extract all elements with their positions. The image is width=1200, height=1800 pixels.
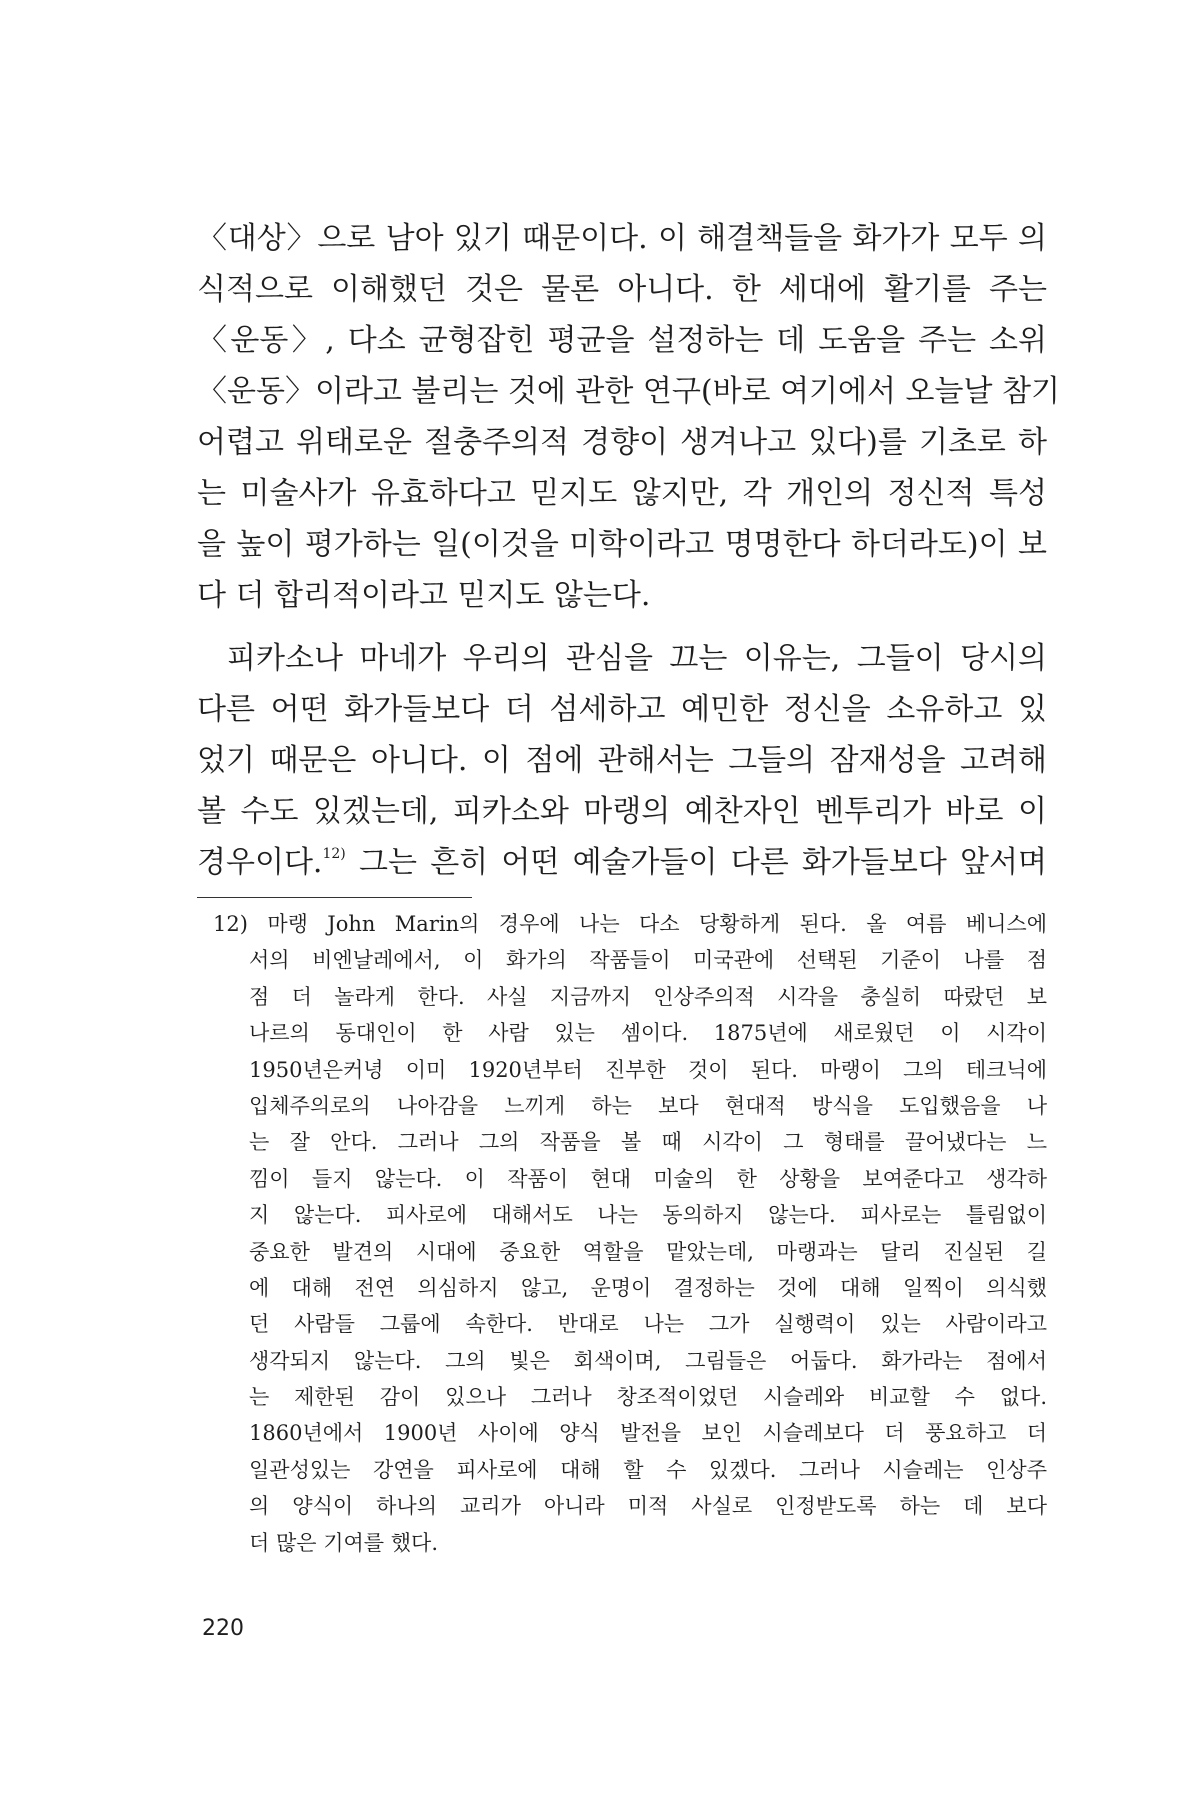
footnote-line: 의 양식이 하나의 교리가 아니라 미적 사실로 인정받도록 하는 데 보다 <box>249 1494 1047 1519</box>
footnote-line: 던 사람들 그룹에 속한다. 반대로 나는 그가 실행력이 있는 사람이라고 <box>249 1312 1047 1337</box>
text-line: 었기 때문은 아니다. 이 점에 관해서는 그들의 잠재성을 고려해 <box>197 743 1047 778</box>
main-text <box>197 213 1060 888</box>
footnote-line: 12) 마랭 John Marin의 경우에 나는 다소 당황하게 된다. 올 여름 베니스에 <box>213 912 1047 936</box>
text-line: 다 더 합리적이라고 믿지도 않는다. <box>197 578 651 613</box>
footnote <box>213 906 1047 1561</box>
text-line: 어렵고 위태로운 절충주의적 경향이 생겨나고 있다)를 기초로 하 <box>197 425 1047 460</box>
footnote-line: 서의 비엔날레에서, 이 화가의 작품들이 미국관에 선택된 기준이 나를 점 <box>249 948 1047 973</box>
text-line: 는 미술사가 유효하다고 믿지도 않지만, 각 개인의 정신적 특성 <box>197 476 1047 511</box>
footnote-line: 지 않는다. 피사로에 대해서도 나는 동의하지 않는다. 피사로는 틀림없이 <box>249 1203 1047 1228</box>
text-line: 〈운동〉, 다소 균형잡힌 평균을 설정하는 데 도움을 주는 소위 <box>197 323 1047 358</box>
footnote-line: 에 대해 전연 의심하지 않고, 운명이 결정하는 것에 대해 일찍이 의식했 <box>249 1275 1047 1300</box>
footnote-line: 는 제한된 감이 있으나 그러나 창조적이었던 시슬레와 비교할 수 없다. <box>249 1385 1047 1410</box>
footnote-line: 더 많은 기여를 했다. <box>249 1530 438 1555</box>
text-line: 을 높이 평가하는 일(이것을 미학이라고 명명한다 하더라도)이 보 <box>197 527 1047 562</box>
text-line: 〈대상〉으로 남아 있기 때문이다. 이 해결책들을 화가가 모두 의 <box>197 221 1047 256</box>
text-line-with-footnote-ref <box>197 837 1047 888</box>
page-number: 220 <box>202 1616 244 1641</box>
footnote-line: 는 잘 안다. 그러나 그의 작품을 볼 때 시각이 그 형태를 끌어냈다는 느 <box>249 1130 1047 1155</box>
text-line: 다른 어떤 화가들보다 더 섬세하고 예민한 정신을 소유하고 있 <box>197 692 1047 727</box>
footnote-line: 입체주의로의 나아감을 느끼게 하는 보다 현대적 방식을 도입했음을 나 <box>249 1093 1047 1118</box>
paragraph-gap <box>197 621 1047 633</box>
footnote-line: 1950년은커녕 이미 1920년부터 진부한 것이 된다. 마랭이 그의 테크닉에 <box>249 1057 1047 1082</box>
footnote-reference[interactable]: 12) <box>322 846 346 862</box>
footnote-line: 생각되지 않는다. 그의 빛은 회색이며, 그림들은 어둡다. 화가라는 점에서 <box>249 1348 1047 1373</box>
footnote-line: 중요한 발견의 시대에 중요한 역할을 맡았는데, 마랭과는 달리 진실된 길 <box>249 1239 1047 1264</box>
footnote-line: 일관성있는 강연을 피사로에 대해 할 수 있겠다. 그러나 시슬레는 인상주 <box>249 1457 1047 1482</box>
footnote-line: 점 더 놀라게 한다. 사실 지금까지 인상주의적 시각을 충실히 따랐던 보 <box>249 984 1047 1009</box>
text-segment: 그는 흔히 어떤 예술가들이 다른 화가들보다 앞서며 <box>359 845 1048 880</box>
text-line: 식적으로 이해했던 것은 물론 아니다. 한 세대에 활기를 주는 <box>197 272 1047 307</box>
text-line: 피카소나 마네가 우리의 관심을 끄는 이유는, 그들이 당시의 <box>227 641 1047 676</box>
footnote-line: 1860년에서 1900년 사이에 양식 발전을 보인 시슬레보다 더 풍요하고 더 <box>249 1421 1047 1446</box>
text-segment: 경우이다. <box>197 845 323 880</box>
footnote-line: 나르의 동대인이 한 사람 있는 셈이다. 1875년에 새로웠던 이 시각이 <box>249 1021 1047 1046</box>
text-line: 〈운동〉이라고 불리는 것에 관한 연구(바로 여기에서 오늘날 참기 <box>197 374 1060 409</box>
text-line: 볼 수도 있겠는데, 피카소와 마랭의 예찬자인 벤투리가 바로 이 <box>197 794 1047 829</box>
footnote-divider <box>197 897 472 898</box>
footnote-line: 낌이 들지 않는다. 이 작품이 현대 미술의 한 상황을 보여준다고 생각하 <box>249 1166 1047 1191</box>
